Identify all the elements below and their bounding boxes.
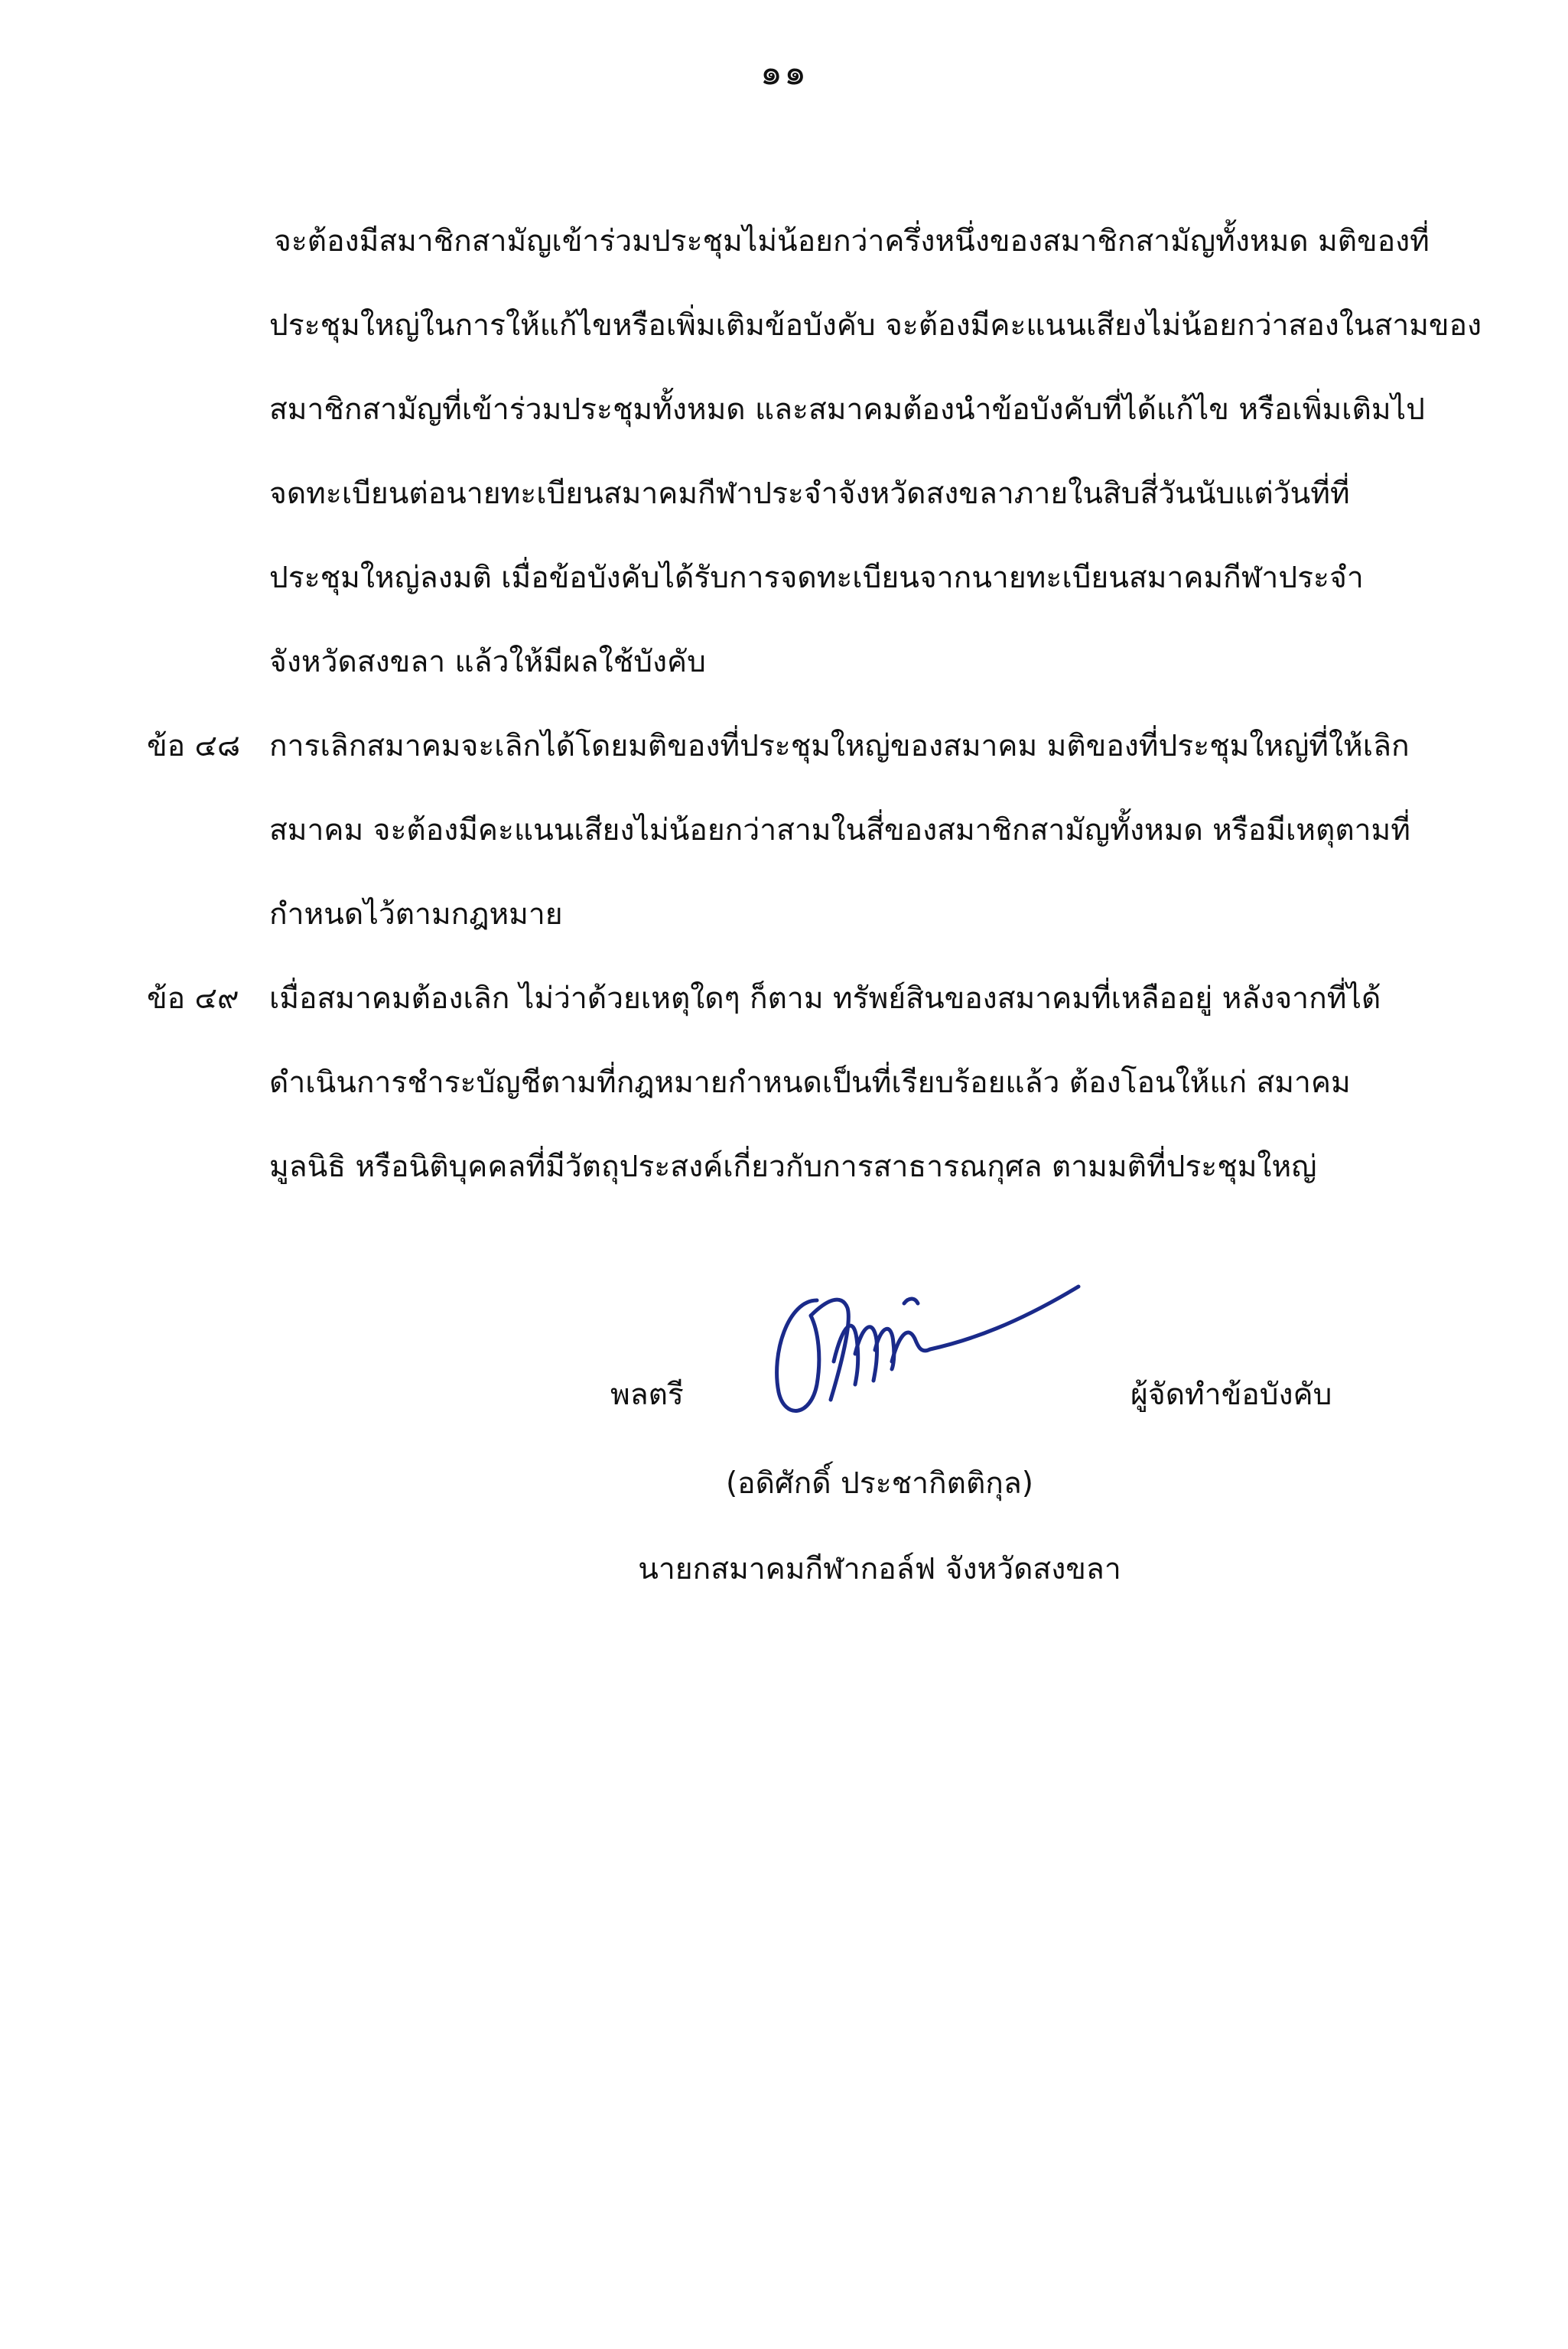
signer-rank: พลตรี	[610, 1378, 684, 1412]
signer-name: (อดิศักดิ์ ประชากิตติกุล)	[725, 1466, 1034, 1501]
paragraph-line: จะต้องมีสมาชิกสามัญเข้าร่วมประชุมไม่น้อยกว่าครึ่งหนึ่งของสมาชิกสามัญทั้งหมด มติของที่	[274, 224, 1430, 259]
clause-line: การเลิกสมาคมจะเลิกได้โดยมติของที่ประชุมใหญ่ของสมาคม มติของที่ประชุมใหญ่ที่ให้เลิก	[269, 729, 1410, 763]
signer-role: ผู้จัดทำข้อบังคับ	[1130, 1378, 1332, 1412]
clause-line: สมาคม จะต้องมีคะแนนเสียงไม่น้อยกว่าสามในสี่ของสมาชิกสามัญทั้งหมด หรือมีเหตุตามที่	[269, 813, 1410, 848]
paragraph-line: สมาชิกสามัญที่เข้าร่วมประชุมทั้งหมด และสมาคมต้องนำข้อบังคับที่ได้แก้ไข หรือเพิ่มเติมไป	[269, 392, 1425, 427]
paragraph-line: จดทะเบียนต่อนายทะเบียนสมาคมกีฬาประจำจังหวัดสงขลาภายในสิบสี่วันนับแต่วันที่ที่	[269, 477, 1350, 511]
clause-label: ข้อ ๔๙	[147, 981, 239, 1016]
paragraph-line: จังหวัดสงขลา แล้วให้มีผลใช้บังคับ	[269, 645, 706, 679]
clause-line: เมื่อสมาคมต้องเลิก ไม่ว่าด้วยเหตุใดๆ ก็ตาม ทรัพย์สินของสมาคมที่เหลืออยู่ หลังจากที่ได้	[269, 981, 1381, 1016]
clause-line: มูลนิธิ หรือนิติบุคคลที่มีวัตถุประสงค์เกี่ยวกับการสาธารณกุศล ตามมติที่ประชุมใหญ่	[269, 1150, 1317, 1184]
clause-line: กำหนดไว้ตามกฎหมาย	[269, 897, 563, 932]
paragraph-line: ประชุมใหญ่ลงมติ เมื่อข้อบังคับได้รับการจดทะเบียนจากนายทะเบียนสมาคมกีฬาประจำ	[269, 561, 1364, 595]
clause-label: ข้อ ๔๘	[147, 729, 241, 763]
paragraph-line: ประชุมใหญ่ในการให้แก้ไขหรือเพิ่มเติมข้อบังคับ จะต้องมีคะแนนเสียงไม่น้อยกว่าสองในสามของ	[269, 308, 1482, 343]
handwritten-signature	[757, 1270, 1101, 1423]
signer-organization: นายกสมาคมกีฬากอล์ฟ จังหวัดสงขลา	[638, 1552, 1121, 1586]
clause-line: ดำเนินการชำระบัญชีตามที่กฎหมายกำหนดเป็นที่เรียบร้อยแล้ว ต้องโอนให้แก่ สมาคม	[269, 1066, 1351, 1100]
page-number: ๑๑	[760, 51, 808, 93]
